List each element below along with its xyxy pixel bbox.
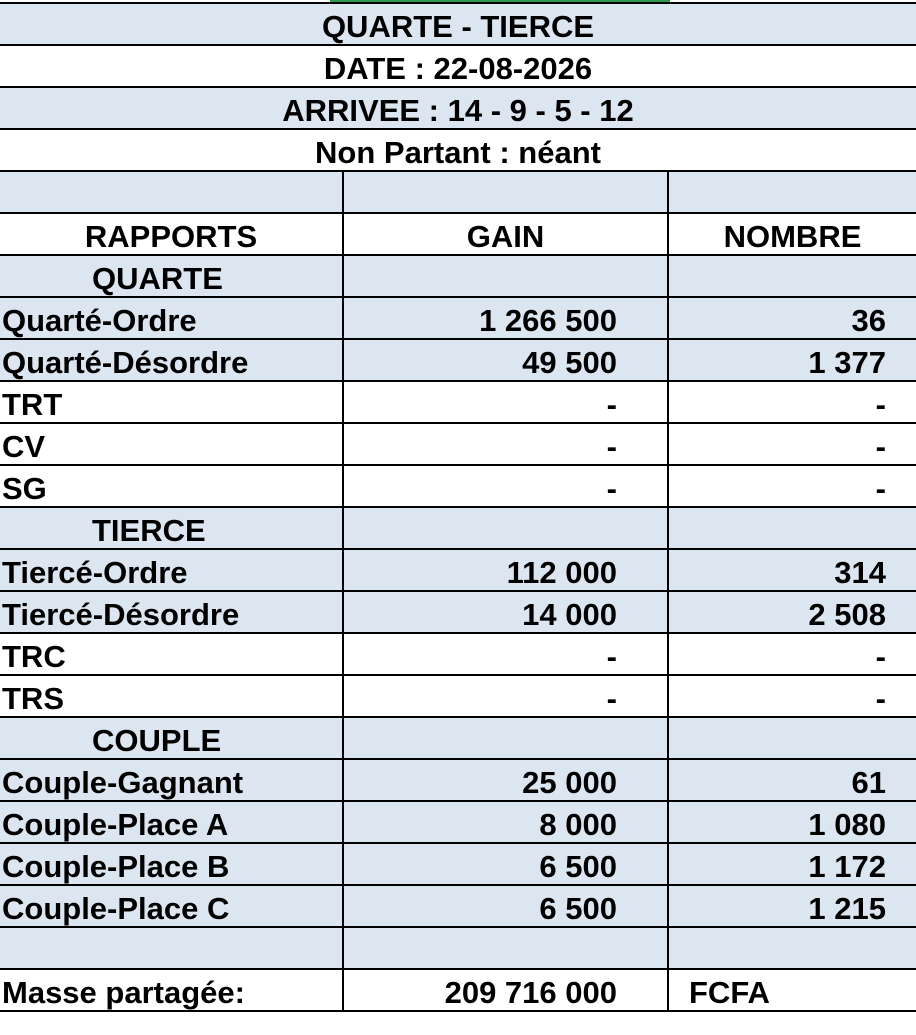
row-gain: 1 266 500 (344, 298, 669, 338)
row-label: TRC (0, 634, 344, 674)
row-nombre: - (875, 471, 886, 506)
results-table (0, 2, 916, 1012)
non-partant-row (0, 130, 916, 172)
spacer-cell (344, 172, 669, 212)
row-label: Couple-Place B (0, 844, 344, 884)
column-header-row (0, 214, 916, 256)
masse-amount: 209 716 000 (344, 970, 669, 1010)
row-gain: - (344, 634, 669, 674)
row-label: Tiercé-Désordre (0, 592, 344, 632)
row-gain: 112 000 (344, 550, 669, 590)
row-label: Couple-Place C (0, 886, 344, 926)
column-header-nombre: NOMBRE (723, 219, 862, 254)
row-gain: - (344, 676, 669, 716)
row-gain: 6 500 (344, 886, 669, 926)
row-gain: 14 000 (344, 592, 669, 632)
row-label: Quarté-Ordre (0, 298, 344, 338)
masse-label: Masse partagée: (0, 970, 344, 1010)
row-nombre: - (875, 429, 886, 464)
row-nombre: 1 215 (808, 891, 886, 926)
section-header-quarte (0, 256, 916, 298)
table-row (0, 886, 916, 928)
table-row (0, 424, 916, 466)
row-label: Couple-Place A (0, 802, 344, 842)
empty-cell (669, 508, 916, 548)
row-gain: - (344, 466, 669, 506)
row-nombre: 61 (851, 765, 886, 800)
spacer-cell (0, 172, 344, 212)
table-row (0, 844, 916, 886)
empty-cell (344, 718, 669, 758)
section-title: QUARTE (0, 256, 344, 296)
row-gain: - (344, 424, 669, 464)
table-row (0, 592, 916, 634)
table-row (0, 466, 916, 508)
table-row (0, 298, 916, 340)
row-nombre: 314 (834, 555, 886, 590)
row-label: Tiercé-Ordre (0, 550, 344, 590)
table-row (0, 340, 916, 382)
row-nombre: 1 377 (808, 345, 886, 380)
section-header-couple (0, 718, 916, 760)
masse-currency: FCFA (689, 975, 770, 1010)
arrival-order: ARRIVEE : 14 - 9 - 5 - 12 (282, 93, 634, 128)
row-gain: 49 500 (344, 340, 669, 380)
row-gain: - (344, 382, 669, 422)
non-partant: Non Partant : néant (315, 135, 601, 170)
row-label: Couple-Gagnant (0, 760, 344, 800)
row-label: Quarté-Désordre (0, 340, 344, 380)
spacer-row-bottom (0, 928, 916, 970)
row-nombre: 36 (851, 303, 886, 338)
masse-partagee-row (0, 970, 916, 1012)
row-label: CV (0, 424, 344, 464)
row-nombre: - (875, 639, 886, 674)
page-title: QUARTE - TIERCE (321, 9, 595, 44)
row-nombre: 2 508 (808, 597, 886, 632)
row-gain: 25 000 (344, 760, 669, 800)
title-row (0, 4, 916, 46)
section-title: COUPLE (0, 718, 344, 758)
spacer-cell (0, 928, 344, 968)
table-row (0, 550, 916, 592)
table-row (0, 760, 916, 802)
column-header-gain: GAIN (344, 214, 669, 254)
row-nombre: - (875, 681, 886, 716)
arrivee-row (0, 88, 916, 130)
row-label: TRT (0, 382, 344, 422)
spacer-cell (344, 928, 669, 968)
column-header-rapports: RAPPORTS (0, 214, 344, 254)
spacer-cell (669, 928, 916, 968)
row-nombre: 1 080 (808, 807, 886, 842)
race-date: DATE : 22-08-2026 (323, 51, 593, 86)
empty-cell (669, 718, 916, 758)
row-nombre: 1 172 (808, 849, 886, 884)
spacer-row-top (0, 172, 916, 214)
table-row (0, 382, 916, 424)
section-title: TIERCE (0, 508, 344, 548)
spacer-cell (669, 172, 916, 212)
section-header-tierce (0, 508, 916, 550)
row-label: SG (0, 466, 344, 506)
table-row (0, 676, 916, 718)
empty-cell (344, 508, 669, 548)
table-row (0, 802, 916, 844)
row-label: TRS (0, 676, 344, 716)
row-gain: 8 000 (344, 802, 669, 842)
empty-cell (344, 256, 669, 296)
row-nombre: - (875, 387, 886, 422)
empty-cell (669, 256, 916, 296)
date-row (0, 46, 916, 88)
row-gain: 6 500 (344, 844, 669, 884)
table-row (0, 634, 916, 676)
